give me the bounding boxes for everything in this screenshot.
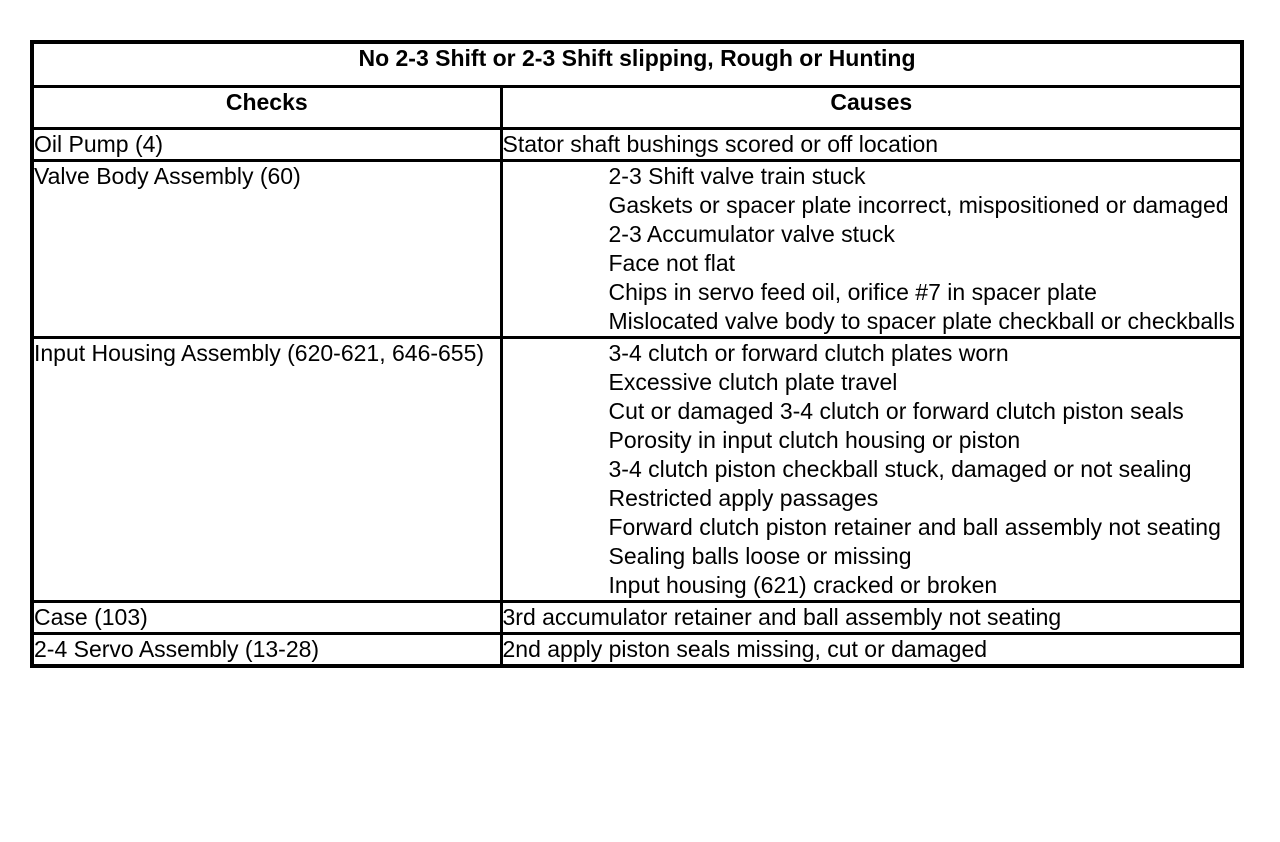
cause-item: 2nd apply piston seals missing, cut or damaged xyxy=(502,636,988,662)
table-title: No 2-3 Shift or 2-3 Shift slipping, Rough or Hunting xyxy=(32,42,1242,87)
check-cell: Case (103) xyxy=(32,602,501,634)
cause-item: Excessive clutch plate travel xyxy=(608,369,898,395)
causes-cell xyxy=(501,338,1242,602)
header-row xyxy=(32,87,1242,129)
cause-item: Restricted apply passages xyxy=(608,485,879,511)
diagnosis-table xyxy=(30,40,1244,668)
table-row xyxy=(32,602,1242,634)
table-row xyxy=(32,161,1242,338)
table-row xyxy=(32,634,1242,667)
cause-item: Face not flat xyxy=(608,250,736,276)
cause-item: Mislocated valve body to spacer plate checkball or checkballs xyxy=(608,308,1235,334)
cause-item: 3-4 clutch or forward clutch plates worn xyxy=(608,340,1009,366)
cause-item: Forward clutch piston retainer and ball assembly not seating xyxy=(608,514,1221,540)
cause-item: Chips in servo feed oil, orifice #7 in spacer plate xyxy=(608,279,1097,305)
check-cell: Input Housing Assembly (620-621, 646-655) xyxy=(32,338,501,602)
cause-item: Porosity in input clutch housing or piston xyxy=(608,427,1021,453)
causes-cell xyxy=(501,161,1242,338)
cause-item: Stator shaft bushings scored or off location xyxy=(502,131,939,157)
causes-column-header: Causes xyxy=(501,87,1242,129)
cause-item: 2-3 Shift valve train stuck xyxy=(608,163,866,189)
title-row xyxy=(32,42,1242,87)
cause-item: 3-4 clutch piston checkball stuck, damaged or not sealing xyxy=(608,456,1192,482)
cause-item: 2-3 Accumulator valve stuck xyxy=(608,221,895,247)
check-cell: Oil Pump (4) xyxy=(32,129,501,161)
cause-item: Cut or damaged 3-4 clutch or forward clutch piston seals xyxy=(608,398,1184,424)
check-cell: Valve Body Assembly (60) xyxy=(32,161,501,338)
causes-cell xyxy=(501,129,1242,161)
causes-cell xyxy=(501,634,1242,667)
check-cell: 2-4 Servo Assembly (13-28) xyxy=(32,634,501,667)
checks-column-header: Checks xyxy=(32,87,501,129)
cause-item: Gaskets or spacer plate incorrect, mispositioned or damaged xyxy=(608,192,1229,218)
cause-item: Input housing (621) cracked or broken xyxy=(608,572,998,598)
table-row xyxy=(32,338,1242,602)
table-row xyxy=(32,129,1242,161)
causes-cell xyxy=(501,602,1242,634)
cause-item: 3rd accumulator retainer and ball assembly not seating xyxy=(502,604,1062,630)
cause-item: Sealing balls loose or missing xyxy=(608,543,912,569)
